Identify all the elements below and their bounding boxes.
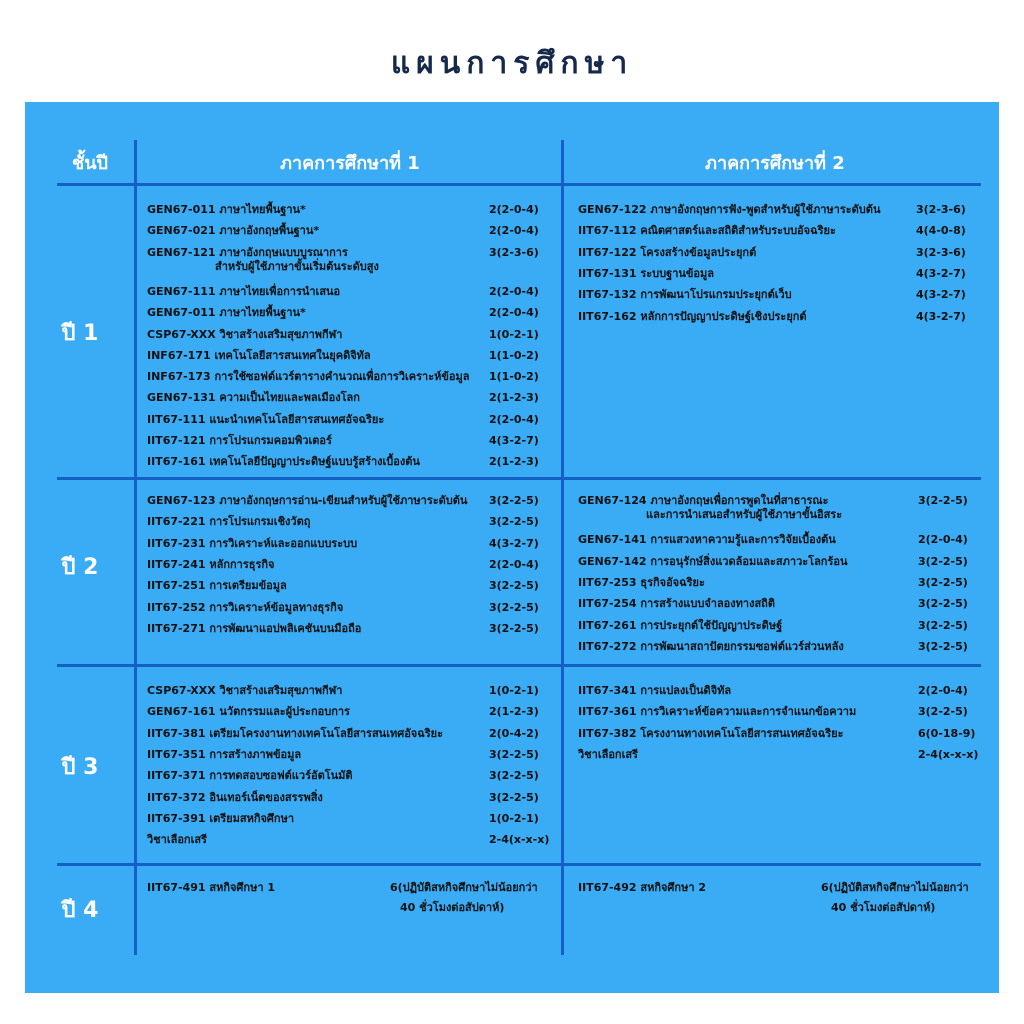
header-term2: ภาคการศึกษาที่ 2 [705,153,845,174]
course-row [147,601,569,615]
course-credit: 4(3-2-7) [489,434,539,447]
year-label-2: ปี 2 [61,555,99,580]
course-row [578,619,998,633]
course-name: IIT67-272 การพัฒนาสถาปัตยกรรมซอฟต์แวร์ส่วนหลัง [578,639,844,653]
course-name: IIT67-241 หลักการธุรกิจ [147,557,275,571]
course-row [578,555,998,569]
course-row [147,285,569,299]
course-name: IIT67-161 เทคโนโลยีปัญญาประดิษฐ์แบบรู้สร้างเบื้องต้น [147,455,420,469]
course-credit: 1(0-2-1) [489,811,539,825]
course-credit: 1(1-0-2) [489,348,539,362]
course-name: IIT67-492 สหกิจศึกษา 2 [578,881,706,894]
course-row [147,245,569,273]
course-credit: 4(3-2-7) [916,309,966,323]
course-credit: 3(2-2-5) [489,494,539,507]
course-credit: 3(2-2-5) [918,597,968,611]
course-row [147,812,569,826]
course-row [147,537,569,551]
course-row [147,370,569,384]
course-name: วิชาเลือกเสรี [578,747,638,761]
course-credit: 1(1-0-2) [489,370,539,384]
course-credit: 3(2-2-5) [489,600,539,614]
course-row [147,622,569,636]
course-name: IIT67-254 การสร้างแบบจำลองทางสถิติ [578,597,775,611]
course-row [147,455,569,469]
course-credit: 3(2-2-5) [489,579,539,593]
course-name: GEN67-011 ภาษาไทยพื้นฐาน* [147,203,306,216]
course-row [147,494,569,508]
course-name: IIT67-271 การพัฒนาแอปพลิเคชันบนมือถือ [147,621,362,635]
course-credit: 2(2-0-4) [489,306,539,320]
course-name: GEN67-121 ภาษาอังกฤษแบบบูรณาการ [147,245,348,259]
course-name: IIT67-111 แนะนำเทคโนโลยีสารสนเทศอัจฉริยะ [147,412,385,426]
course-credit: 2(1-2-3) [489,391,539,405]
course-name: INF67-171 เทคโนโลยีสารสนเทศในยุคดิจิทัล [147,348,371,362]
course-credit: 2(1-2-3) [489,705,539,719]
course-name: IIT67-381 เตรียมโครงงานทางเทคโนโลยีสารสนเทศอัจฉริยะ [147,726,443,740]
course-credit-continued: 40 ชั่วโมงต่อสัปดาห์) [831,901,936,914]
course-name: IIT67-491 สหกิจศึกษา 1 [147,881,275,894]
course-name: GEN67-161 นวัตกรรมและผู้ประกอบการ [147,705,350,719]
course-credit: 3(2-2-5) [489,515,539,529]
course-row [578,246,996,260]
course-name: INF67-173 การใช้ซอฟต์แวร์ตารางคำนวณเพื่อการวิเคราะห์ข้อมูล [147,370,470,384]
row-divider-year1 [57,477,981,480]
course-name: IIT67-371 การทดสอบซอฟต์แวร์อัตโนมัติ [147,769,353,783]
course-name-continued: สำหรับผู้ใช้ภาษาขั้นเริ่มต้นระดับสูง [215,259,379,273]
course-name: IIT67-261 การประยุกต์ใช้ปัญญาประดิษฐ์ [578,618,783,632]
course-row [578,881,969,914]
course-credit: 3(2-3-6) [489,245,539,259]
course-row [147,727,569,741]
course-credit: 3(2-2-5) [489,747,539,761]
year-label-4: ปี 4 [61,898,99,923]
course-name: IIT67-251 การเตรียมข้อมูล [147,579,287,593]
course-name: IIT67-162 หลักการปัญญาประดิษฐ์เชิงประยุกต์ [578,309,807,323]
course-credit: 2-4(x-x-x) [918,747,979,761]
course-credit: 6(ปฏิบัติสหกิจศึกษาไม่น้อยกว่า [390,881,538,894]
course-row [578,203,996,217]
course-credit: 4(3-2-7) [916,288,966,302]
course-credit: 3(2-2-5) [918,554,968,568]
course-row [147,705,569,719]
course-name: GEN67-123 ภาษาอังกฤษการอ่าน-เขียนสำหรับผู้ใช้ภาษาระดับต้น [147,494,468,507]
course-row [578,748,998,762]
course-credit: 3(2-2-5) [918,639,968,653]
course-name: CSP67-XXX วิชาสร้างเสริมสุขภาพกีฬา [147,684,343,697]
course-row [578,267,996,281]
course-name: IIT67-221 การโปรแกรมเชิงวัตถุ [147,515,311,529]
course-row [147,515,569,529]
course-credit: 6(ปฏิบัติสหกิจศึกษาไม่น้อยกว่า [821,881,969,894]
course-name: GEN67-131 ความเป็นไทยและพลเมืองโลก [147,391,360,405]
course-row [578,640,998,654]
course-name: GEN67-011 ภาษาไทยพื้นฐาน* [147,306,306,320]
course-name: IIT67-341 การแปลงเป็นดิจิทัล [578,684,732,697]
course-credit: 2(2-0-4) [918,533,968,547]
column-divider-year [134,140,137,955]
course-name: GEN67-122 ภาษาอังกฤษการฟัง-พูดสำหรับผู้ใช้ภาษาระดับต้น [578,203,881,216]
course-credit: 2(0-4-2) [489,726,539,740]
course-credit: 2-4(x-x-x) [489,833,550,847]
course-row [147,328,569,342]
course-credit: 2(1-2-3) [489,455,539,469]
course-credit: 3(2-2-5) [918,494,968,507]
course-credit: 2(2-0-4) [489,284,539,298]
course-credit: 1(0-2-1) [489,327,539,341]
course-credit: 3(2-2-5) [489,769,539,783]
course-name: GEN67-124 ภาษาอังกฤษเพื่อการพูดในที่สาธารณะ [578,494,829,507]
course-row [578,533,998,547]
course-row [578,224,996,238]
course-row [578,684,998,698]
course-credit: 1(0-2-1) [489,684,539,697]
course-name-continued: และการนำเสนอสำหรับผู้ใช้ภาษาขั้นอิสระ [646,508,843,521]
course-row [147,791,569,805]
course-name: CSP67-XXX วิชาสร้างเสริมสุขภาพกีฬา [147,327,343,341]
course-name: GEN67-142 การอนุรักษ์สิ่งแวดล้อมและสภาวะโลกร้อน [578,554,848,568]
course-name: IIT67-231 การวิเคราะห์และออกแบบระบบ [147,536,358,550]
course-row [578,494,998,521]
course-name: IIT67-372 อินเทอร์เน็ตของสรรพสิ่ง [147,790,323,804]
header-term1: ภาคการศึกษาที่ 1 [280,153,420,174]
course-row [147,349,569,363]
header-year: ชั้นปี [72,153,108,174]
course-name: IIT67-252 การวิเคราะห์ข้อมูลทางธุรกิจ [147,600,344,614]
course-name: IIT67-382 โครงงานทางเทคโนโลยีสารสนเทศอัจฉริยะ [578,726,844,740]
course-row [147,833,569,847]
row-divider-year3 [57,863,981,866]
course-credit: 2(2-0-4) [489,203,539,216]
course-credit: 3(2-3-6) [916,203,966,216]
year-label-1: ปี 1 [61,321,99,346]
row-divider-header [57,183,981,186]
course-name: GEN67-111 ภาษาไทยเพื่อการนำเสนอ [147,284,341,298]
course-credit-continued: 40 ชั่วโมงต่อสัปดาห์) [400,901,505,914]
course-row [147,684,569,698]
course-row [147,434,569,448]
course-row [147,558,569,572]
course-row [147,224,569,238]
course-row [578,310,996,324]
course-name: GEN67-021 ภาษาอังกฤษพื้นฐาน* [147,224,320,238]
course-credit: 4(3-2-7) [916,266,966,280]
course-row [578,705,998,719]
course-credit: 3(2-2-5) [489,790,539,804]
course-row [147,391,569,405]
course-name: IIT67-361 การวิเคราะห์ข้อความและการจำแนกข้อความ [578,705,857,719]
course-name: วิชาเลือกเสรี [147,833,207,847]
course-row [147,881,538,914]
course-row [578,727,998,741]
course-credit: 4(4-0-8) [916,224,966,238]
course-name: IIT67-131 ระบบฐานข้อมูล [578,266,715,280]
course-name: IIT67-112 คณิตศาสตร์และสถิติสำหรับระบบอัจฉริยะ [578,224,836,238]
course-credit: 2(2-0-4) [489,224,539,238]
course-row [147,413,569,427]
course-credit: 3(2-3-6) [916,245,966,259]
course-row [147,306,569,320]
course-name: GEN67-141 การแสวงหาความรู้และการวิจัยเบื้องต้น [578,533,836,547]
course-name: IIT67-122 โครงสร้างข้อมูลประยุกต์ [578,245,757,259]
row-divider-year2 [57,664,981,667]
course-credit: 3(2-2-5) [918,575,968,589]
course-credit: 2(2-0-4) [918,684,968,697]
course-credit: 3(2-2-5) [918,705,968,719]
course-row [578,576,998,590]
course-row [578,288,996,302]
course-name: IIT67-351 การสร้างภาพข้อมูล [147,747,302,761]
course-credit: 2(2-0-4) [489,412,539,426]
course-row [147,203,569,217]
course-name: IIT67-132 การพัฒนาโปรแกรมประยุกต์เว็บ [578,288,792,302]
course-credit: 6(0-18-9) [918,726,976,740]
course-name: IIT67-391 เตรียมสหกิจศึกษา [147,811,295,825]
course-name: IIT67-253 ธุรกิจอัจฉริยะ [578,575,705,589]
page-title: แผนการศึกษา [390,46,634,81]
course-row [147,579,569,593]
course-credit: 2(2-0-4) [489,557,539,571]
course-credit: 3(2-2-5) [918,618,968,632]
course-credit: 4(3-2-7) [489,536,539,550]
course-row [147,769,569,783]
course-row [147,748,569,762]
course-name: IIT67-121 การโปรแกรมคอมพิวเตอร์ [147,434,332,447]
course-credit: 3(2-2-5) [489,621,539,635]
course-row [578,597,998,611]
year-label-3: ปี 3 [61,755,99,780]
